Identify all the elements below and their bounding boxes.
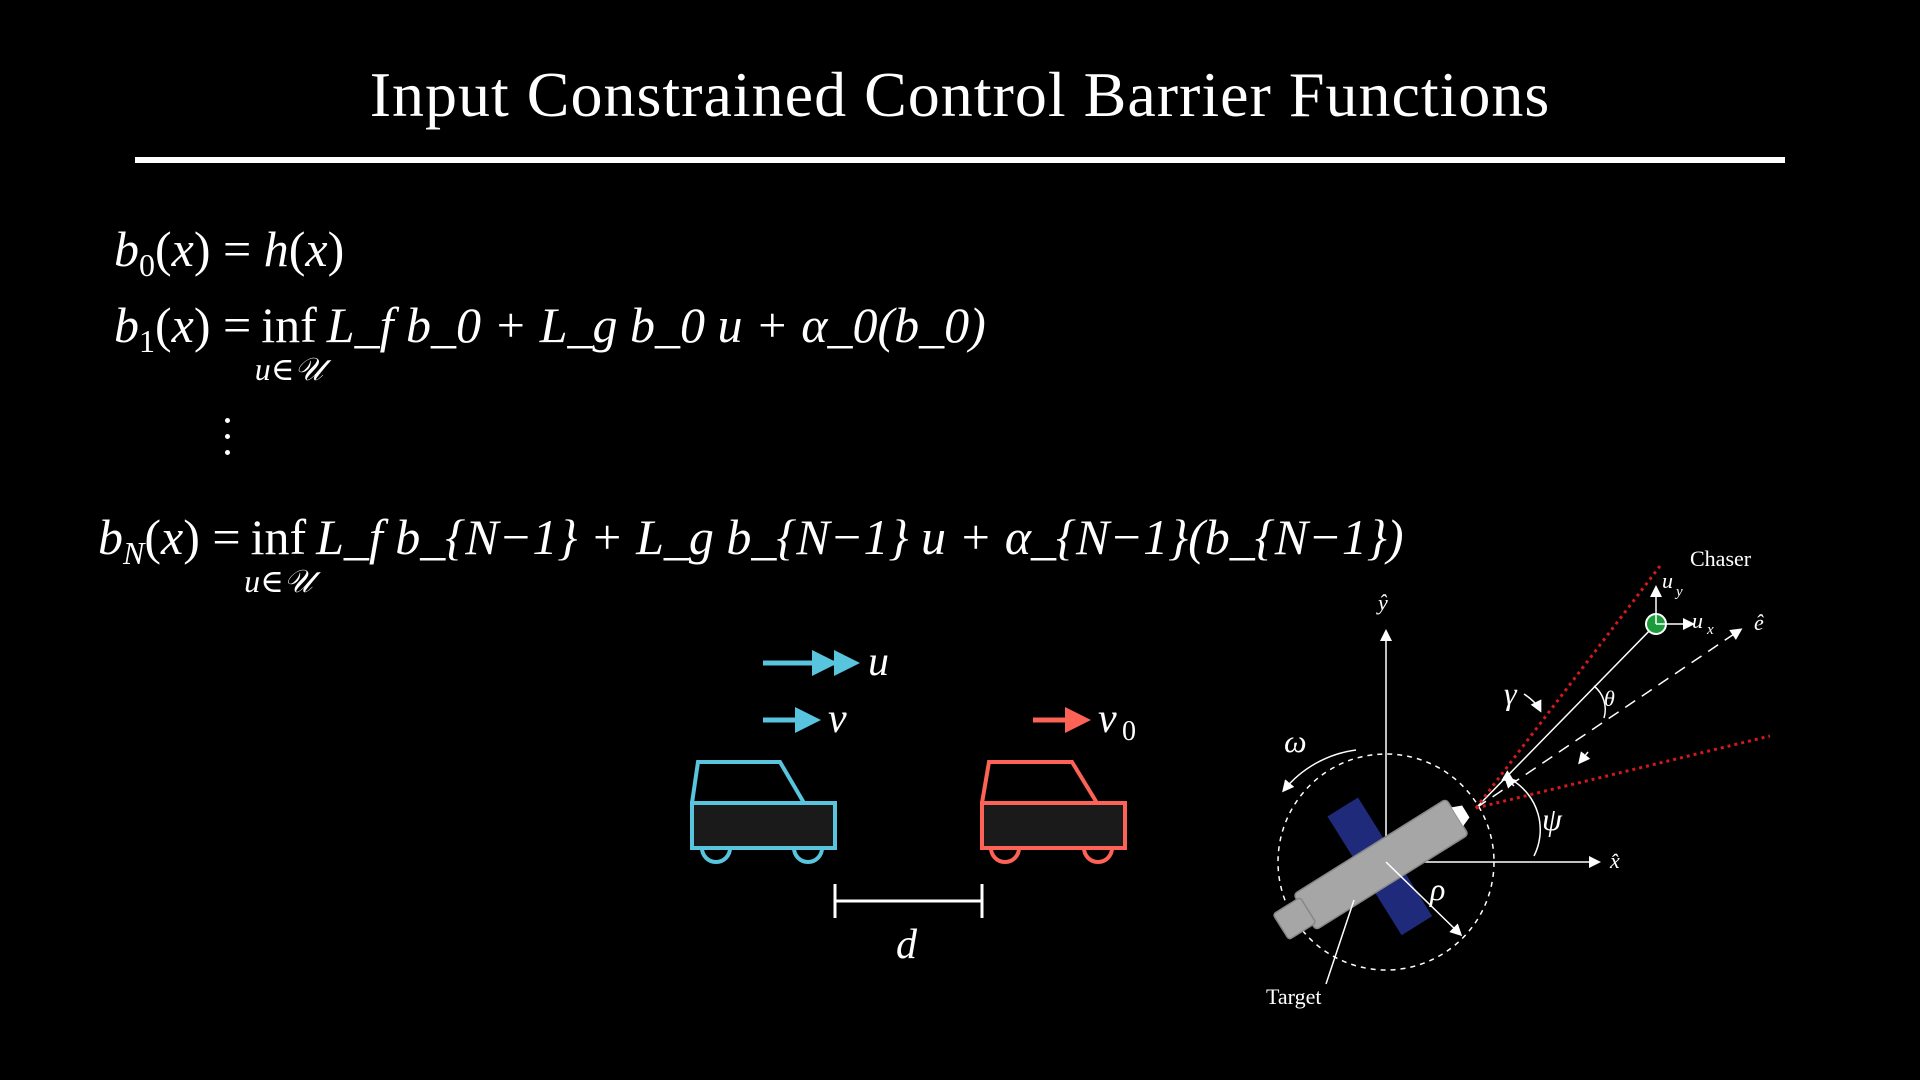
chaser-label: Chaser bbox=[1690, 546, 1752, 571]
eq0-lhs-arg: x bbox=[171, 221, 194, 277]
eq0-rhs-arg: x bbox=[305, 221, 328, 277]
line-of-sight bbox=[1476, 624, 1656, 808]
eqN-inf-text: inf bbox=[250, 509, 307, 565]
ux-label: u bbox=[1692, 608, 1703, 633]
d-label: d bbox=[896, 922, 917, 968]
e-hat-axis bbox=[1476, 630, 1740, 808]
v0-label: v bbox=[1098, 696, 1117, 742]
gamma-label: γ bbox=[1504, 675, 1517, 711]
u-label: u bbox=[868, 639, 889, 685]
eq0-lhs-sub: 0 bbox=[139, 247, 155, 283]
u-arrow-icon bbox=[763, 650, 860, 676]
distance-bracket bbox=[835, 884, 982, 918]
v0-arrow-icon bbox=[1033, 707, 1091, 733]
uy-label-sub: y bbox=[1676, 584, 1683, 600]
x-axis-label: x̂ bbox=[1610, 848, 1620, 873]
equation-bN: $b_N(x)$ = inf u∈𝒰 L_f b_{N−1} + L_g b_{N−1} u + α_{N−1}(b_{N−1}) bbox=[98, 509, 1404, 599]
eq0-lhs-fn: b bbox=[114, 221, 139, 277]
eq1-lhs-sub: 1 bbox=[139, 323, 155, 359]
v0-label-sub: 0 bbox=[1122, 716, 1136, 747]
eq0-rhs-fn: h bbox=[263, 221, 289, 277]
psi-arc bbox=[1512, 780, 1540, 856]
eqN-lhs-sub: N bbox=[123, 535, 145, 571]
v-arrow-icon bbox=[763, 707, 821, 733]
rho-label: ρ bbox=[1430, 871, 1446, 907]
ego-car-icon bbox=[692, 762, 835, 862]
gamma-arrow bbox=[1524, 694, 1540, 710]
cone-angle-arrow bbox=[1580, 752, 1588, 762]
y-axis-label: ŷ bbox=[1378, 590, 1388, 615]
eq1-lhs-arg: x bbox=[171, 297, 194, 353]
eqN-lhs-fn: b bbox=[98, 509, 123, 565]
lead-car-icon bbox=[982, 762, 1125, 862]
theta-label: θ bbox=[1604, 686, 1615, 711]
eqN-inf-subscript: u∈𝒰 bbox=[244, 563, 313, 599]
uy-label: u bbox=[1662, 568, 1673, 593]
equation-b0: $b_0(x) = h(x)$ bbox=[114, 221, 345, 283]
eq1-inf-subscript: u∈𝒰 bbox=[254, 351, 324, 387]
equation-b1: $b_1(x)$ = inf u∈𝒰 L_f b_0 + L_g b_0 u + α_0(b_0) bbox=[114, 297, 986, 387]
psi-label: ψ bbox=[1542, 801, 1562, 837]
cone-edge-lower bbox=[1476, 736, 1770, 808]
page-title: Input Constrained Control Barrier Functions bbox=[369, 59, 1551, 130]
eqN-rhs: L_f b_{N−1} + L_g b_{N−1} u + α_{N−1}(b_{N−1}) bbox=[316, 509, 1404, 565]
ux-label-sub: x bbox=[1707, 622, 1714, 638]
car-diagram bbox=[692, 639, 1136, 968]
omega-label: ω bbox=[1284, 723, 1307, 759]
eq1-inf-text: inf bbox=[261, 297, 317, 353]
v-label: v bbox=[828, 696, 847, 742]
space-diagram bbox=[1244, 546, 1770, 1009]
eq1-lhs-fn: b bbox=[114, 297, 139, 353]
eq1-rhs: L_f b_0 + L_g b_0 u + α_0(b_0) bbox=[326, 297, 986, 353]
target-spacecraft-icon bbox=[1244, 753, 1503, 987]
e-hat-label: ê bbox=[1754, 610, 1764, 635]
eqN-lhs-arg: x bbox=[161, 509, 184, 565]
target-label: Target bbox=[1266, 984, 1322, 1009]
